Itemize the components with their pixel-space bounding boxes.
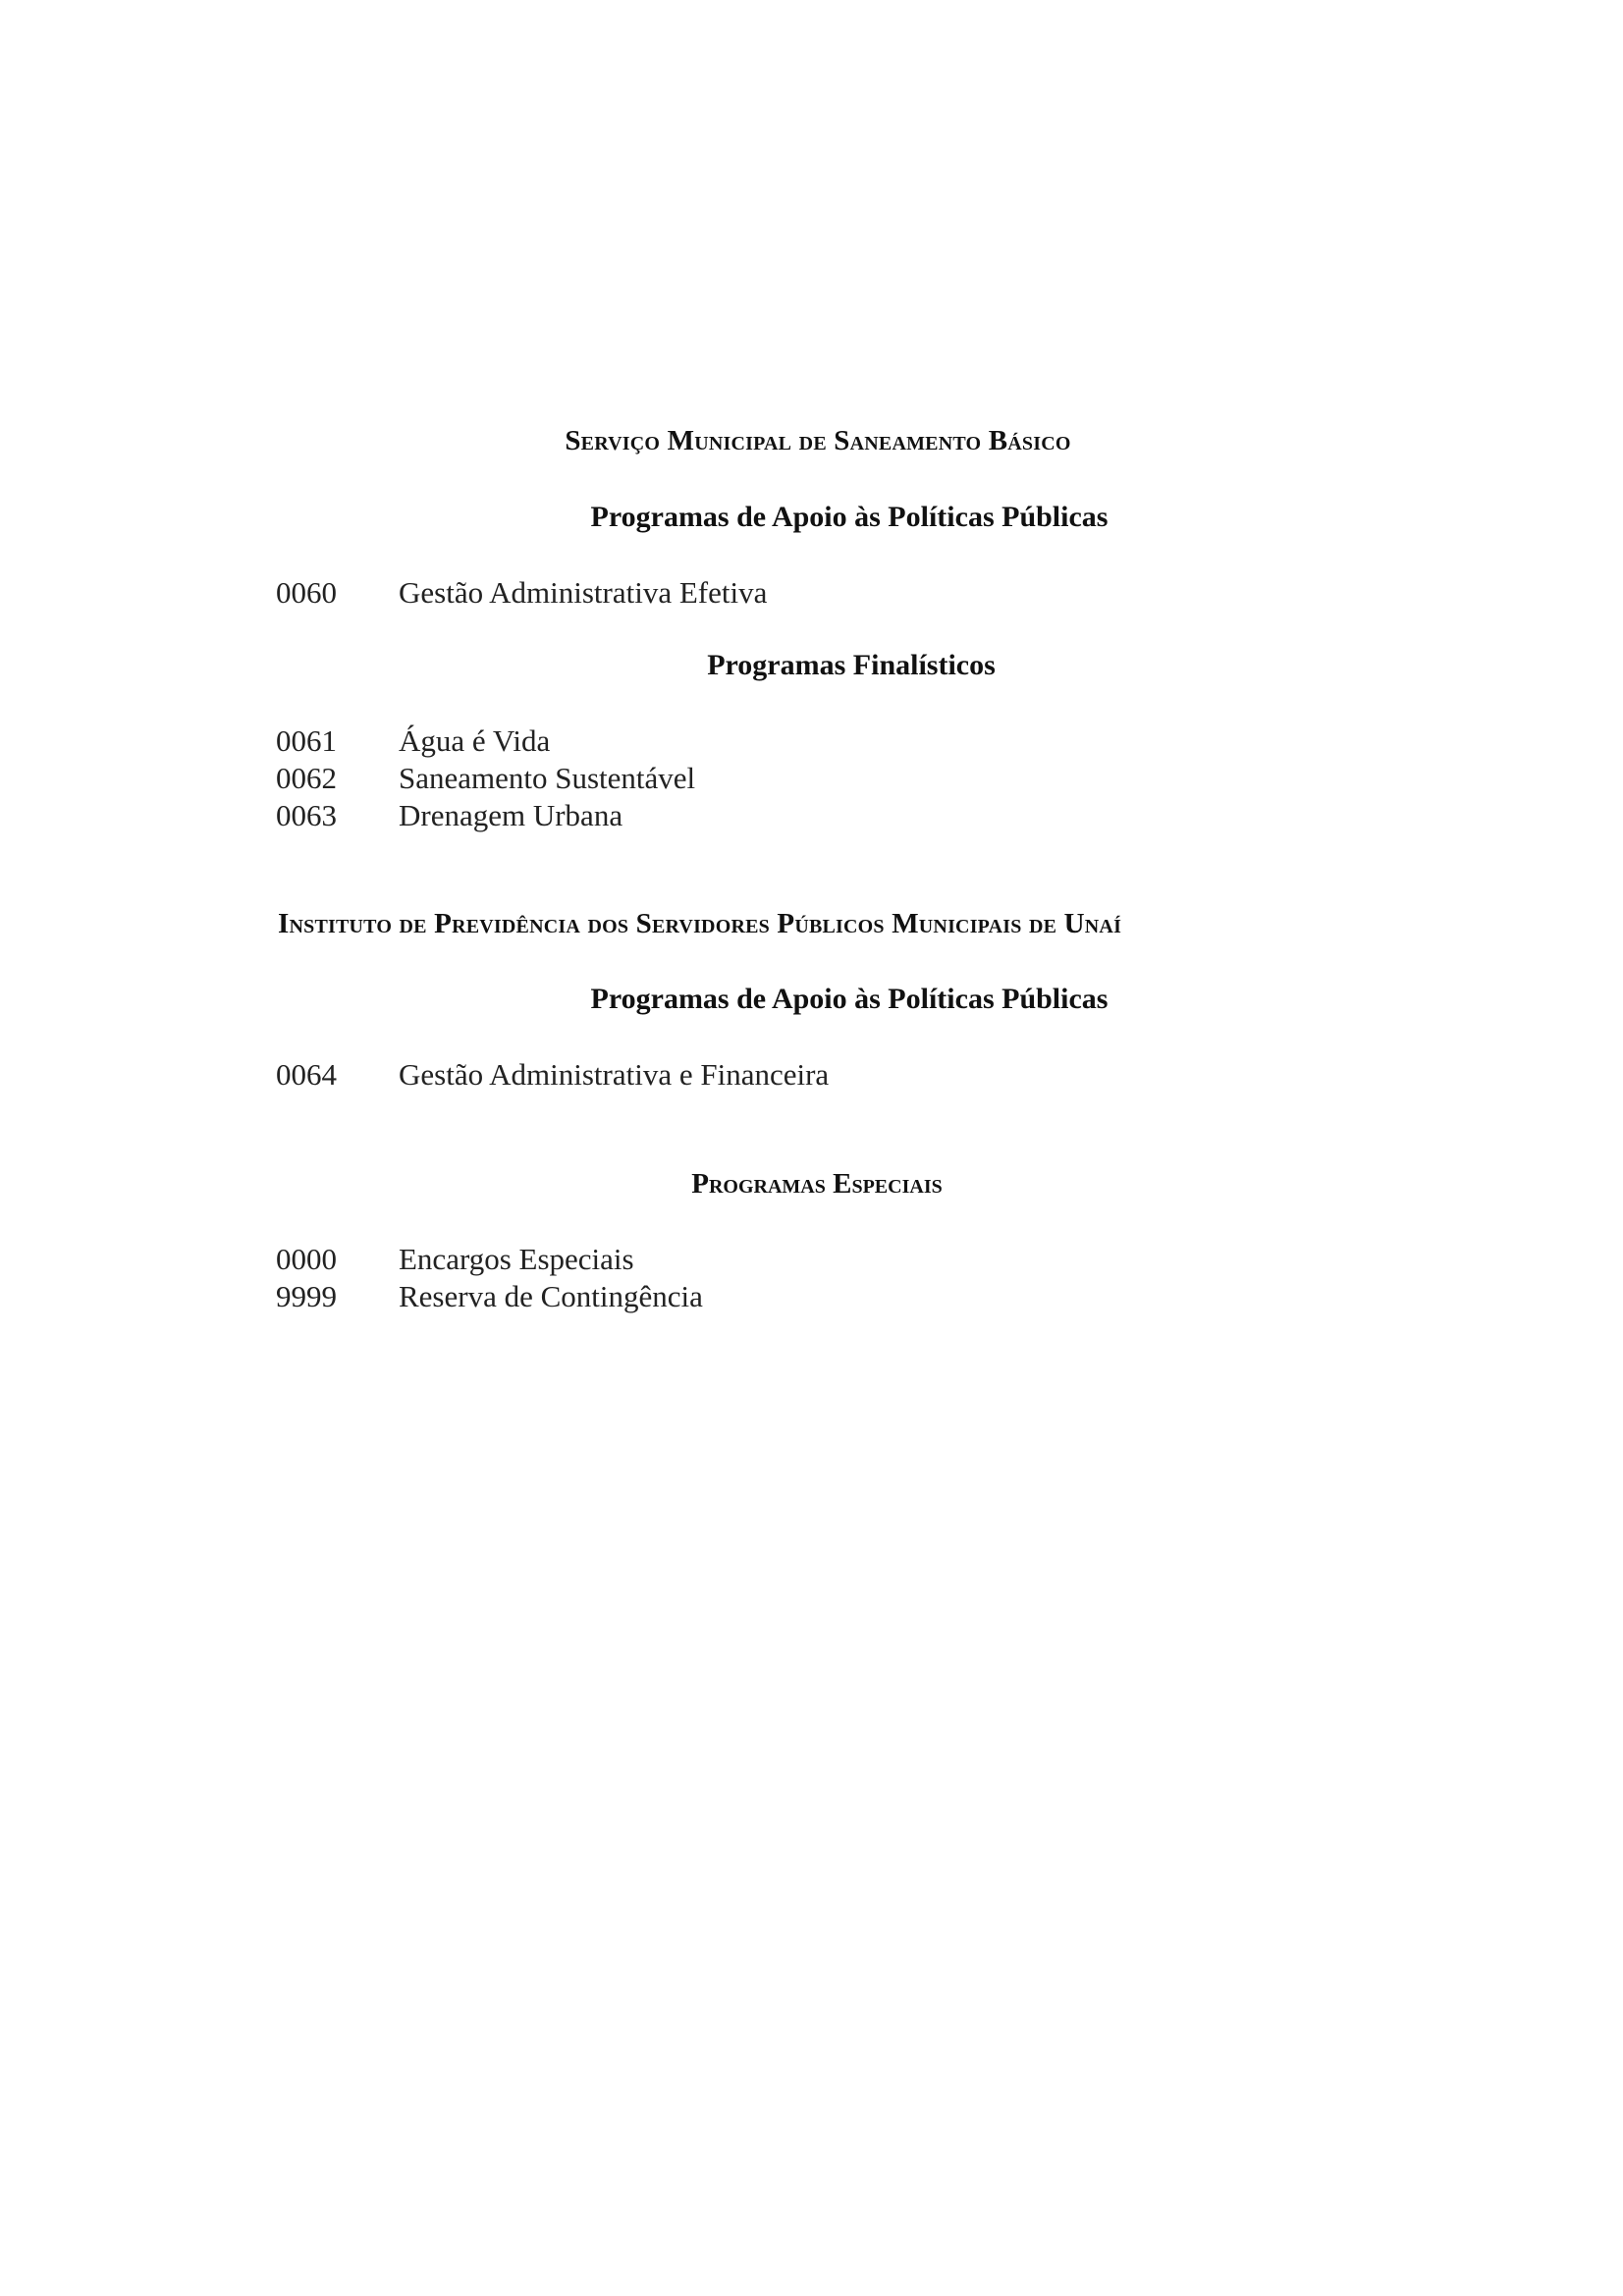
program-code: 0000: [276, 1242, 337, 1276]
program-name: Saneamento Sustentável: [399, 761, 696, 795]
program-code: 9999: [276, 1279, 337, 1313]
program-code: 0062: [276, 761, 337, 795]
group-title-apoio-saneamento: Programas de Apoio às Políticas Públicas: [590, 501, 1109, 533]
organization-title-saneamento: Serviço Municipal de Saneamento Básico: [565, 425, 1071, 456]
organization-title-previdencia: Instituto de Previdência dos Servidores Públicos Municipais de Unaí: [278, 908, 1122, 939]
program-name: Reserva de Contingência: [399, 1279, 703, 1313]
group-title-apoio-previdencia: Programas de Apoio às Políticas Públicas: [590, 983, 1109, 1015]
program-code: 0061: [276, 723, 337, 758]
program-name: Gestão Administrativa e Financeira: [399, 1057, 830, 1092]
program-code: 0060: [276, 575, 337, 610]
group-title-finalisticos: Programas Finalísticos: [707, 649, 996, 681]
program-code: 0063: [276, 798, 337, 832]
group-title-especiais: Programas Especiais: [691, 1168, 943, 1200]
program-name: Água é Vida: [399, 723, 551, 758]
program-name: Encargos Especiais: [399, 1242, 634, 1276]
program-code: 0064: [276, 1057, 337, 1092]
program-name: Drenagem Urbana: [399, 798, 623, 832]
program-name: Gestão Administrativa Efetiva: [399, 575, 768, 610]
